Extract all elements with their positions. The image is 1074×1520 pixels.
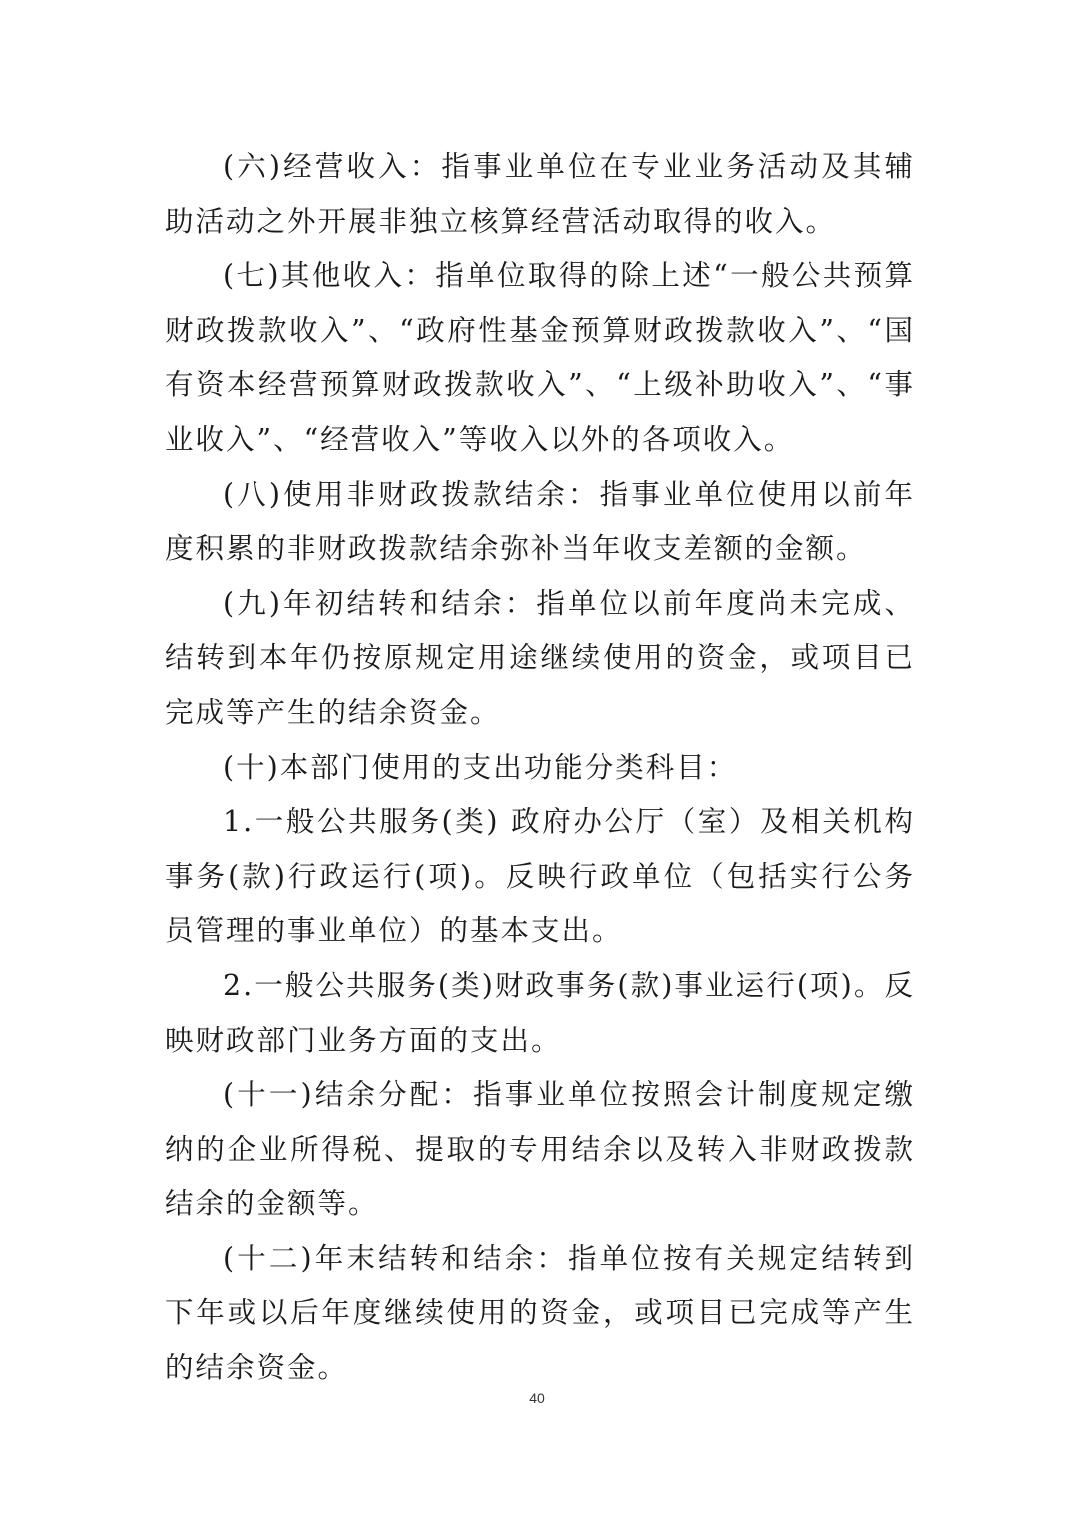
document-body (165, 140, 915, 1396)
paragraph-expenditure-classification: (十)本部门使用的支出功能分类科目： (223, 750, 738, 784)
paragraph-operating-income: (六)经营收入：指事业单位在专业业务活动及其辅助活动之外开展非独立核算经营活动取得的收入。 (165, 150, 915, 238)
paragraph-item-1-admin-operation: 1.一般公共服务(类) 政府办公厅（室）及相关机构事务(款)行政运行(项)。反映行政单位（包括实行公务员管理的事业单位）的基本支出。 (165, 805, 915, 948)
page-number: 40 (529, 1390, 545, 1406)
paragraph-non-fiscal-surplus-use: (八)使用非财政拨款结余：指事业单位使用以前年度积累的非财政拨款结余弥补当年收支差额的金额。 (165, 477, 915, 566)
paragraph-opening-carryover: (九)年初结转和结余：指单位以前年度尚未完成、结转到本年仍按原规定用途继续使用的资金，或项目已完成等产生的结余资金。 (165, 586, 915, 729)
paragraph-closing-carryover: (十二)年末结转和结余：指单位按有关规定结转到下年或以后年度继续使用的资金，或项目已完成等产生的结余资金。 (165, 1241, 915, 1385)
paragraph-surplus-distribution: (十一)结余分配：指事业单位按照会计制度规定缴纳的企业所得税、提取的专用结余以及转入非财政拨款结余的金额等。 (165, 1078, 915, 1221)
paragraph-other-income: (七)其他收入：指单位取得的除上述“一般公共预算财政拨款收入”、“政府性基金预算财政拨款收入”、“国有资本经营预算财政拨款收入”、“上级补助收入”、“事业收入”、“经营收入”等收入以外的各项收入。 (165, 259, 915, 456)
paragraph-item-2-fiscal-affairs: 2.一般公共服务(类)财政事务(款)事业运行(项)。反映财政部门业务方面的支出。 (165, 968, 915, 1057)
